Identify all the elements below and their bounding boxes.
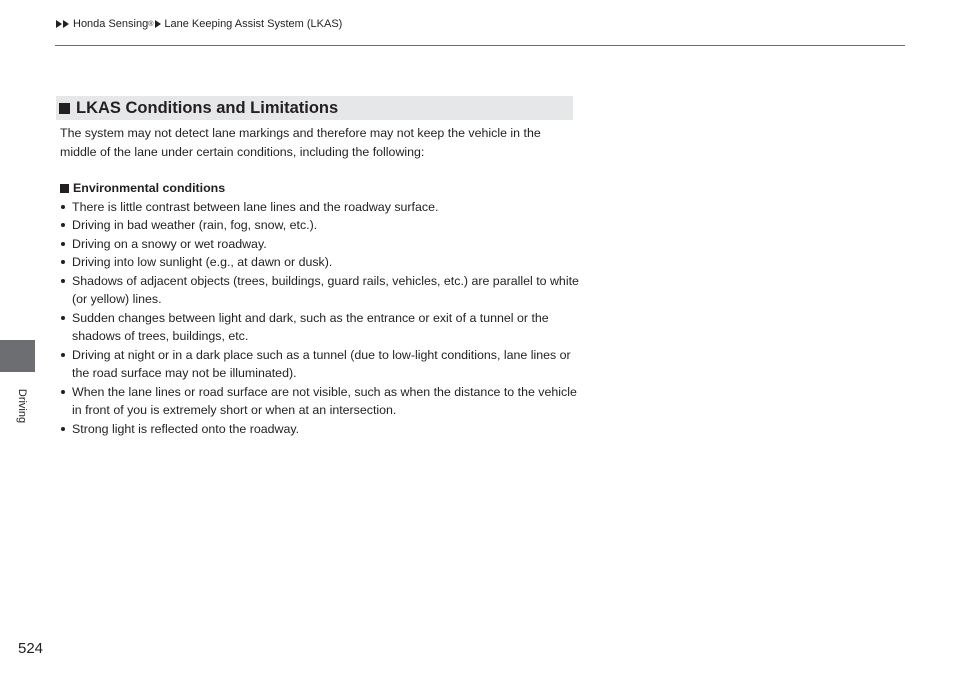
- list-item-text: When the lane lines or road surface are not visible, such as when the distance to the vehicle in front of you is extremely short or when at an intersection.: [72, 384, 577, 417]
- breadcrumb: [56, 18, 342, 30]
- list-item-text: Shadows of adjacent objects (trees, buildings, guard rails, vehicles, etc.) are parallel to white (or yellow) lines.: [72, 273, 579, 306]
- breadcrumb-honda-sensing[interactable]: Honda Sensing: [73, 18, 149, 30]
- subheading-text: Environmental conditions: [73, 181, 226, 195]
- section-square-icon: [59, 103, 70, 114]
- page-number: 524: [18, 640, 44, 657]
- bullet-icon: [61, 390, 65, 394]
- list-item: [60, 346, 580, 383]
- list-item-text: Sudden changes between light and dark, such as the entrance or exit of a tunnel or the shadows of trees, buildings, etc.: [72, 310, 549, 343]
- registered-mark: ®: [148, 20, 154, 28]
- breadcrumb-lkas[interactable]: Lane Keeping Assist System (LKAS): [164, 18, 343, 30]
- section-title: LKAS Conditions and Limitations: [76, 98, 339, 117]
- chapter-label-text: Driving: [16, 388, 28, 424]
- intro-paragraph: The system may not detect lane markings and therefore may not keep the vehicle in the middle of the lane under certain conditions, including the following:: [60, 126, 541, 159]
- list-item-text: Driving into low sunlight (e.g., at dawn or dusk).: [72, 255, 333, 269]
- list-item: [60, 216, 580, 235]
- bullet-icon: [61, 223, 65, 227]
- section-body: [60, 124, 580, 438]
- list-item-text: Driving on a snowy or wet roadway.: [72, 236, 267, 251]
- list-item: [60, 253, 580, 272]
- chapter-label: [15, 376, 29, 436]
- list-item-text: Driving in bad weather (rain, fog, snow, etc.).: [72, 218, 318, 232]
- list-item: [60, 272, 580, 309]
- list-item: [60, 383, 580, 420]
- list-item-text: Driving at night or in a dark place such as a tunnel (due to low-light conditions, lane lines or the road surface may not be illuminated).: [72, 347, 571, 380]
- bullet-icon: [61, 316, 65, 320]
- list-item: [60, 420, 580, 439]
- bullet-icon: [61, 242, 65, 246]
- list-item-text: Strong light is reflected onto the roadway.: [72, 421, 300, 436]
- list-item: [60, 235, 580, 254]
- subheading: [60, 179, 580, 198]
- bullet-icon: [61, 279, 65, 283]
- header-divider: [55, 45, 905, 46]
- chapter-tab[interactable]: [0, 340, 35, 372]
- subheading-square-icon: [60, 184, 69, 193]
- breadcrumb-arrow-icon: [56, 20, 62, 28]
- bullet-icon: [61, 260, 65, 264]
- conditions-list: [60, 198, 580, 439]
- list-item-text: There is little contrast between lane lines and the roadway surface.: [72, 199, 439, 214]
- bullet-icon: [61, 205, 65, 209]
- list-item: [60, 198, 580, 217]
- section-header: [56, 96, 573, 120]
- breadcrumb-arrow-icon: [63, 20, 69, 28]
- bullet-icon: [61, 427, 65, 431]
- bullet-icon: [61, 353, 65, 357]
- list-item: [60, 309, 580, 346]
- breadcrumb-separator-icon: [155, 20, 161, 28]
